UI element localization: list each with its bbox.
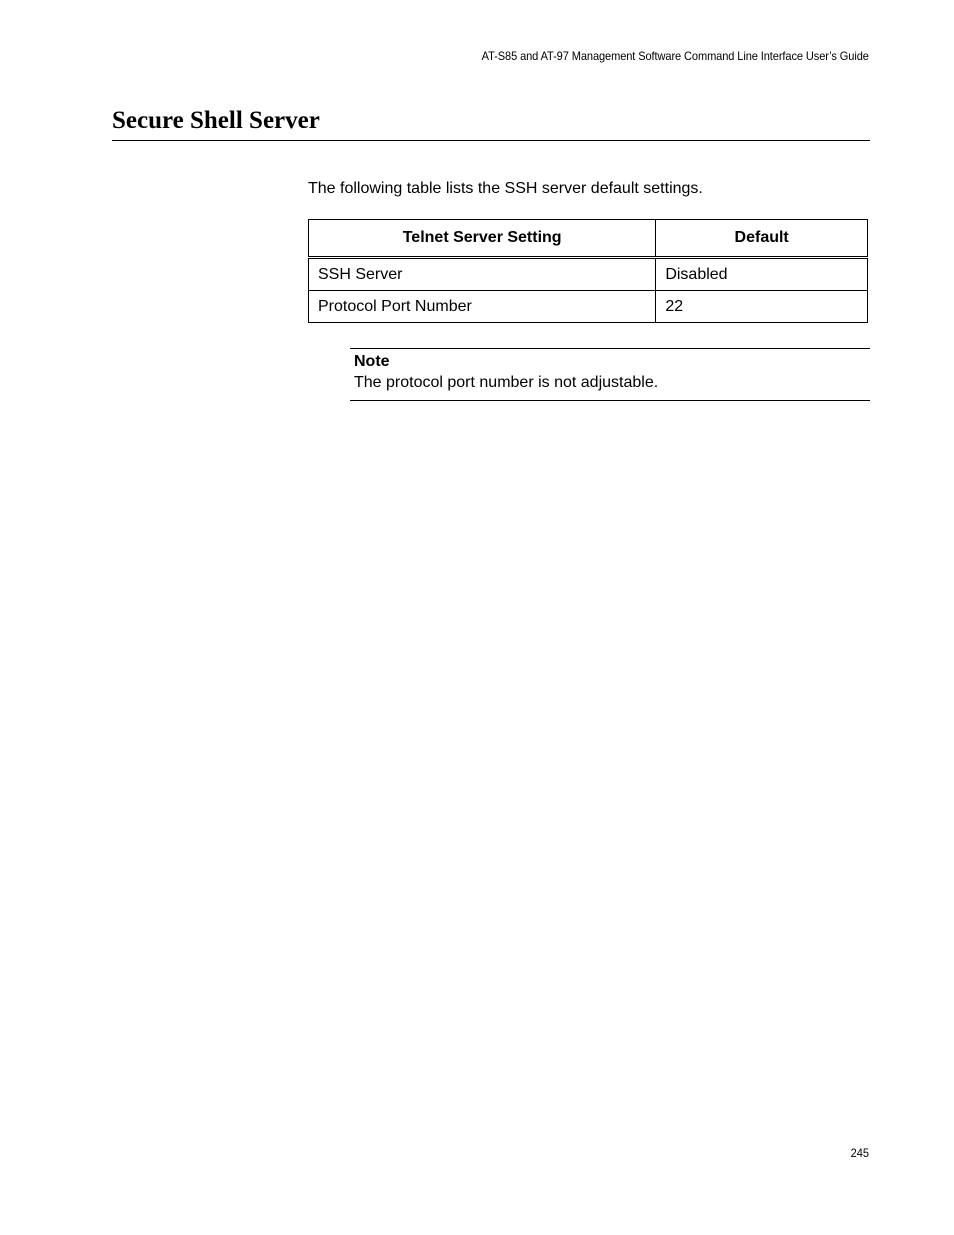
table-cell-default: Disabled [656,258,868,291]
note-box [350,348,870,401]
table-cell-setting: SSH Server [309,258,656,291]
running-header: AT-S85 and AT-97 Management Software Command Line Interface User’s Guide [481,49,869,63]
intro-paragraph: The following table lists the SSH server default settings. [308,180,703,197]
table-row [309,258,868,291]
table-row [309,291,868,323]
column-header-setting: Telnet Server Setting [309,220,656,258]
section-title: Secure Shell Server [112,107,320,134]
note-label: Note [354,353,390,370]
page-number: 245 [850,1146,869,1160]
table-header-row [309,220,868,258]
table-cell-default: 22 [656,291,868,323]
note-text: The protocol port number is not adjustable. [354,374,659,391]
column-header-default: Default [656,220,868,258]
ssh-defaults-table [308,219,868,323]
table-cell-setting: Protocol Port Number [309,291,656,323]
title-rule [112,140,870,141]
